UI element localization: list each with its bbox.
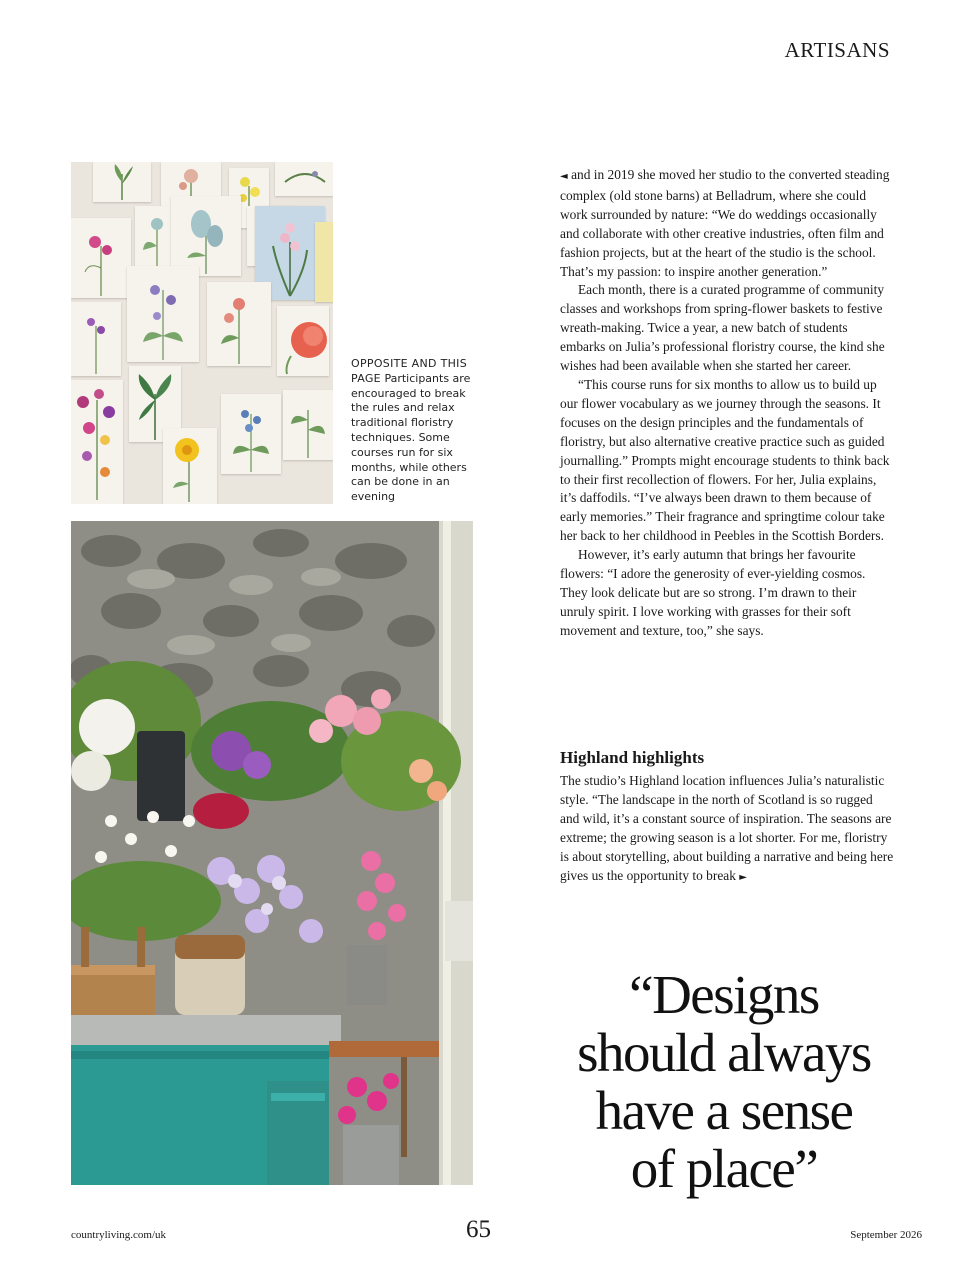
botanical-prints-photo xyxy=(71,162,333,504)
article-paragraph: However, it’s early autumn that brings her favourite flowers: “I adore the generosity of ever-yielding cosmos. They look delicate but are so strong. I’m drawn to their unruly spirit. I love working with grasses for their soft movement and texture, too,” she says. xyxy=(560,547,866,638)
article-paragraph: Each month, there is a curated programme of community classes and workshops from spring-flower baskets to festive wreath-making. Twice a year, a new batch of students embarks on Julia’s professional floristry course, the kind she wishes had been available when she started her career. xyxy=(560,282,885,374)
article-paragraph: The studio’s Highland location influences Julia’s naturalistic style. “The landscape in the north of Scotland is so rugged and wild, it’s a constant source of inspiration. The seasons are extreme; the growing season is a lot shorter. For me, floristry is about storytelling, about building a narrative and being here gives us the opportunity to break xyxy=(560,773,894,883)
photo-caption xyxy=(351,357,477,505)
pull-quote-line: have a sense xyxy=(595,1080,853,1141)
pull-quote-line: should always xyxy=(577,1022,871,1083)
pull-quote xyxy=(548,966,900,1198)
footer-issue-date: September 2026 xyxy=(850,1229,922,1241)
flower-studio-photo xyxy=(71,521,473,1185)
continues-arrow-icon: ► xyxy=(739,871,747,883)
print-illustration xyxy=(93,162,151,202)
article-body-section2 xyxy=(560,772,894,887)
section-label: ARTISANS xyxy=(784,38,890,62)
article-body xyxy=(560,166,894,641)
article-subheading: Highland highlights xyxy=(560,748,705,767)
caption-text: Participants are encouraged to break the rules and relax traditional floristry techniques. Some courses run for six months, while others can be done in an evening xyxy=(351,371,471,504)
pull-quote-line: “Designs xyxy=(629,964,819,1025)
continued-arrow-icon: ◄ xyxy=(560,171,568,182)
footer-website: countryliving.com/uk xyxy=(71,1229,167,1241)
pull-quote-line: of place” xyxy=(630,1138,818,1199)
caption-head: OPPOSITE AND THIS PAGE xyxy=(351,357,468,385)
page-number: 65 xyxy=(466,1216,491,1243)
article-paragraph: and in 2019 she moved her studio to the converted steading complex (old stone barns) at Belladrum, where she could work surrounded by nature: “We do weddings occasionally and collaborate with other creative industries, often film and fashion projects, but at the heart of the studio is the school. That’s my passion: to inspire another generation.” xyxy=(560,167,890,279)
article-paragraph: “This course runs for six months to allow us to build up our flower vocabulary as we journey through the seasons. It focuses on the design principles and the fundamentals of floristry, but also alternative creative practice such as guided journalling.” Prompts might encourage students to think back to their first recollection of flowers. For her, Julia explains, it’s daffodils. “I’ve always been drawn to them because of early memories.” Their fragrance and springtime colour take her back to her childhood in Peebles in the Scottish Borders. xyxy=(560,376,890,544)
